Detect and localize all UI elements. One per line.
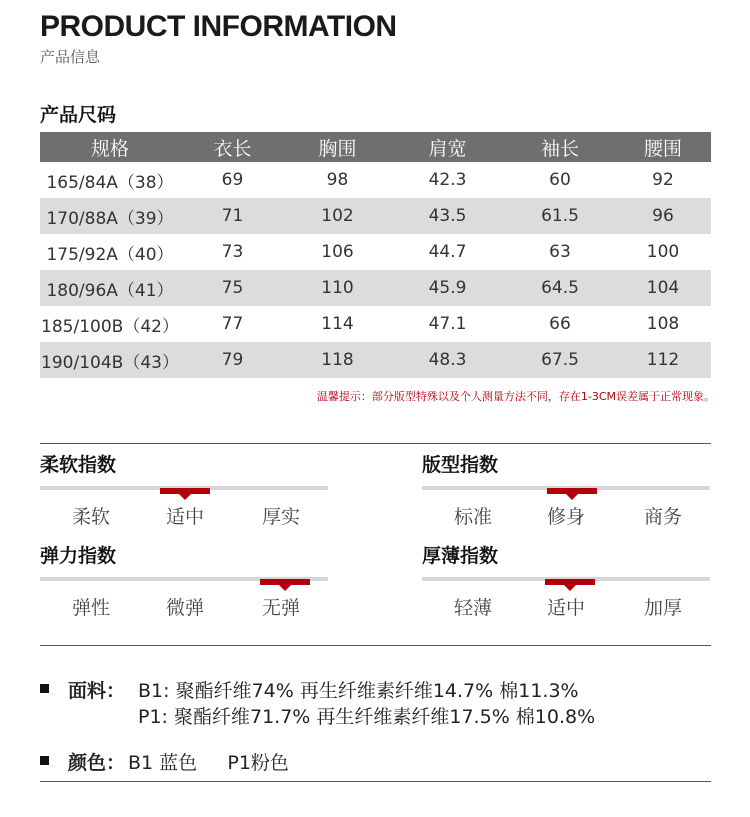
table-cell: 66 <box>549 314 571 334</box>
fit-index-title: 版型指数 <box>422 454 499 476</box>
thickness-option: 加厚 <box>643 597 682 619</box>
page-subtitle: 产品信息 <box>40 48 101 66</box>
table-cell: 102 <box>285 198 390 234</box>
size-table-heading: 产品尺码 <box>40 104 117 126</box>
table-cell: 185/100B（42） <box>41 316 179 337</box>
table-row <box>40 270 711 306</box>
softness-option: 柔软 <box>71 506 110 528</box>
divider <box>40 645 711 646</box>
column-header: 衣长 <box>180 132 285 162</box>
table-cell: 42.3 <box>428 170 467 190</box>
table-cell: 63 <box>549 242 571 262</box>
table-cell: 98 <box>326 170 349 190</box>
fabric-line-2: P1: 聚酯纤维71.7% 再生纤维素纤维17.5% 棉10.8% <box>138 706 596 728</box>
table-cell: 44.7 <box>428 242 467 262</box>
color-value: B1 蓝色 P1粉色 <box>128 752 289 774</box>
thickness-index-marker <box>545 579 595 585</box>
table-cell: 77 <box>221 314 244 334</box>
table-cell: 114 <box>321 314 354 334</box>
fit-index-marker <box>547 488 597 494</box>
table-cell: 64.5 <box>505 270 615 306</box>
table-cell: 75 <box>180 270 285 306</box>
elasticity-index-marker <box>260 579 310 585</box>
table-cell: 92 <box>652 170 674 190</box>
table-row <box>40 198 711 234</box>
fit-option: 修身 <box>546 506 585 528</box>
column-header: 袖长 <box>505 132 615 162</box>
divider <box>40 443 711 444</box>
table-cell: 112 <box>615 342 711 378</box>
elasticity-index-title: 弹力指数 <box>40 545 117 567</box>
divider <box>40 781 711 782</box>
elasticity-option: 微弹 <box>165 597 204 619</box>
softness-index-title: 柔软指数 <box>40 454 117 476</box>
table-cell: 175/92A（40） <box>46 244 174 265</box>
table-cell: 165/84A（38） <box>46 172 174 193</box>
size-table-header-row <box>40 132 711 162</box>
fit-option: 标准 <box>453 506 492 528</box>
table-cell: 96 <box>615 198 711 234</box>
table-row <box>40 234 711 270</box>
elasticity-option: 无弹 <box>261 597 300 619</box>
table-cell: 108 <box>646 314 680 334</box>
color-label: 颜色： <box>68 752 126 774</box>
table-row <box>40 306 711 342</box>
thickness-index-title: 厚薄指数 <box>422 545 499 567</box>
table-cell: 67.5 <box>505 342 615 378</box>
fabric-line-1: B1: 聚酯纤维74% 再生纤维素纤维14.7% 棉11.3% <box>138 680 579 702</box>
table-cell: 104 <box>615 270 711 306</box>
table-cell: 48.3 <box>390 342 505 378</box>
table-cell: 106 <box>321 242 354 262</box>
fit-option: 商务 <box>643 506 682 528</box>
thickness-option: 适中 <box>546 597 585 619</box>
table-cell: 43.5 <box>390 198 505 234</box>
thickness-option: 轻薄 <box>453 597 492 619</box>
size-table <box>40 132 711 378</box>
column-header: 胸围 <box>285 132 390 162</box>
table-cell: 60 <box>549 170 571 190</box>
table-cell: 180/96A（41） <box>40 270 180 306</box>
table-cell: 69 <box>221 170 244 190</box>
table-cell: 170/88A（39） <box>40 198 180 234</box>
page-title: PRODUCT INFORMATION <box>40 10 397 43</box>
table-cell: 118 <box>285 342 390 378</box>
bullet-icon <box>40 756 49 765</box>
fabric-label: 面料： <box>68 680 126 702</box>
column-header: 肩宽 <box>390 132 505 162</box>
table-cell: 71 <box>180 198 285 234</box>
column-header: 腰围 <box>615 132 711 162</box>
table-cell: 190/104B（43） <box>40 342 180 378</box>
table-row <box>40 162 711 198</box>
softness-index-marker <box>160 488 210 494</box>
table-cell: 79 <box>180 342 285 378</box>
table-cell: 47.1 <box>428 314 467 334</box>
size-tip: 温馨提示：部分版型特殊以及个人测量方法不同，存在1-3CM误差属于正常现象。 <box>316 390 715 403</box>
column-header: 规格 <box>40 132 180 162</box>
table-cell: 45.9 <box>390 270 505 306</box>
elasticity-option: 弹性 <box>71 597 110 619</box>
softness-option: 适中 <box>165 506 204 528</box>
softness-option: 厚实 <box>261 506 300 528</box>
bullet-icon <box>40 684 49 693</box>
table-row <box>40 342 711 378</box>
table-cell: 110 <box>285 270 390 306</box>
table-cell: 73 <box>221 242 244 262</box>
table-cell: 61.5 <box>505 198 615 234</box>
table-cell: 100 <box>646 242 680 262</box>
